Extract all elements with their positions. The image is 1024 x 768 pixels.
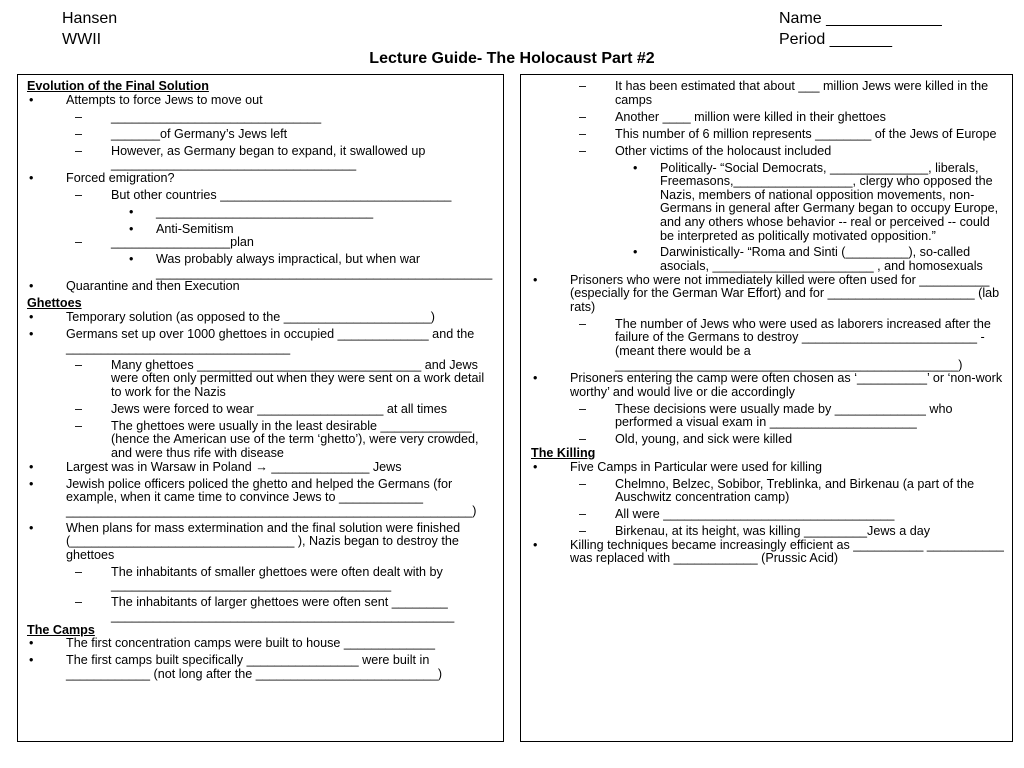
section-heading: The Killing — [531, 445, 596, 460]
list-level-2 — [570, 403, 1006, 447]
item-text: Five Camps in Particular were used for killing — [570, 459, 822, 474]
bullet-item — [27, 280, 495, 294]
list-level-2 — [66, 566, 495, 624]
bullet-item — [531, 80, 1006, 274]
section-heading: Evolution of the Final Solution — [27, 79, 209, 93]
item-text: Was probably always impractical, but when war ________________________________________________ — [156, 252, 493, 280]
sub-item — [66, 111, 495, 125]
list-level-3 — [111, 206, 495, 237]
item-text: Chelmno, Belzec, Sobibor, Treblinka, and Birkenau (a part of the Auschwitz concentration camp) — [615, 476, 977, 505]
sub-item — [570, 128, 1006, 142]
sub-item — [570, 145, 1006, 274]
bullet-item — [27, 637, 495, 651]
item-text: Largest was in Warsaw in Poland → ______________ Jews — [66, 459, 402, 474]
item-text: Other victims of the holocaust included — [615, 143, 832, 158]
sub-item — [66, 145, 495, 172]
item-text: Politically- “Social Democrats, ______________, liberals, Freemasons,_________________, clergy who opposed the Nazis, members of national opposition movements, non-Germans in general after Germany began to occupy Europe, and any others whose behavior -- real or perceived -- could be interpreted as politically motivated opposition.” — [660, 160, 1002, 243]
item-text: Prisoners entering the camp were often chosen as ‘__________’ or ‘non-work worthy’ and would live or die accordingly — [570, 371, 1006, 399]
section-heading: The Camps — [27, 622, 95, 637]
list-level-2 — [66, 189, 495, 281]
sub-item — [570, 318, 1006, 372]
list-level-1 — [27, 311, 495, 624]
list-level-3 — [111, 253, 495, 280]
course-name: WWII — [62, 31, 102, 48]
bullet-item — [27, 328, 495, 461]
bullet-item — [27, 311, 495, 325]
item-text: When plans for mass extermination and the final solution were finished (________________________________ ), Nazis began to destroy the ghettoes — [66, 520, 464, 562]
page-title: Lecture Guide- The Holocaust Part #2 — [369, 50, 655, 67]
sub-item — [66, 236, 495, 280]
item-text: Killing techniques became increasingly efficient as __________ ___________ was replaced with ____________ (Prussic Acid) — [570, 537, 1008, 566]
student-name-field: Name _____________ — [779, 10, 942, 27]
sub-sub-item — [615, 246, 1006, 273]
list-level-2 — [66, 359, 495, 461]
sub-item — [66, 359, 495, 400]
sub-sub-item — [111, 253, 495, 280]
list-level-2 — [66, 111, 495, 172]
teacher-name: Hansen — [62, 10, 118, 27]
section-heading: Ghettoes — [27, 296, 82, 311]
bullet-item — [531, 274, 1006, 373]
list-level-1 — [27, 637, 495, 681]
sub-item — [66, 403, 495, 417]
list-level-1 — [531, 80, 1006, 447]
bullet-item — [531, 461, 1006, 539]
item-text: _______________________________ — [156, 204, 374, 219]
bullet-item — [27, 654, 495, 681]
sub-sub-item — [111, 206, 495, 220]
sub-item — [66, 596, 495, 623]
sub-sub-item — [111, 223, 495, 237]
sub-sub-item — [615, 162, 1006, 244]
item-text: Quarantine and then Execution — [66, 279, 240, 294]
item-text: Another ____ million were killed in their ghettoes — [615, 109, 886, 124]
item-text: Jews were forced to wear __________________ at all times — [111, 401, 448, 416]
item-text: It has been estimated that about ___ million Jews were killed in the camps — [615, 79, 992, 107]
item-text: Germans set up over 1000 ghettoes in occupied _____________ and the ________________________________ — [66, 327, 478, 355]
bullet-item — [531, 372, 1006, 447]
sub-item — [66, 128, 495, 142]
item-text: Birkenau, at its height, was killing _________Jews a day — [615, 524, 931, 539]
item-text: Darwinistically- “Roma and Sinti (_________), so-called asocials, _______________________ , and homosexuals — [660, 245, 983, 274]
item-text: _______of Germany’s Jews left — [111, 126, 288, 141]
sub-item — [570, 403, 1006, 430]
item-text: The inhabitants of smaller ghettoes were often dealt with by ________________________________________ — [111, 564, 447, 593]
sub-item — [570, 80, 1006, 107]
item-text: But other countries _________________________________ — [111, 187, 452, 202]
sub-item — [570, 111, 1006, 125]
sub-item — [570, 433, 1006, 447]
bullet-item — [27, 478, 495, 519]
right-column — [520, 74, 1013, 742]
item-text: Jewish police officers policed the ghetto and helped the Germans (for example, when it came time to convince Jews to ____________ __________________________________________________________) — [66, 476, 477, 518]
item-text: The first concentration camps were built to house _____________ — [66, 636, 435, 651]
item-text: The inhabitants of larger ghettoes were often sent ________ _________________________________________________ — [111, 595, 455, 624]
period-field: Period _______ — [779, 31, 892, 48]
list-level-2 — [570, 80, 1006, 274]
item-text: _________________plan — [111, 235, 254, 250]
item-text: Old, young, and sick were killed — [615, 432, 793, 447]
sub-item — [570, 478, 1006, 505]
item-text: Anti-Semitism — [156, 221, 234, 236]
item-text: Temporary solution (as opposed to the _____________________) — [66, 310, 435, 325]
left-column — [17, 74, 504, 742]
sub-item — [570, 525, 1006, 539]
item-text: Prisoners who were not immediately killed were often used for __________ (especially for the German War Effort) and for _____________________ (lab rats) — [570, 272, 1003, 314]
sub-item — [66, 566, 495, 593]
list-level-1 — [531, 461, 1006, 566]
sub-item — [66, 420, 495, 461]
bullet-item — [27, 461, 495, 475]
sub-item — [66, 189, 495, 237]
item-text: All were _________________________________ — [615, 507, 895, 522]
bullet-item — [27, 522, 495, 624]
list-level-2 — [570, 478, 1006, 539]
item-text: Attempts to force Jews to move out — [66, 92, 263, 107]
item-text: However, as Germany began to expand, it swallowed up ___________________________________ — [111, 143, 429, 172]
bullet-item — [531, 539, 1006, 566]
item-text: Many ghettoes ________________________________ and Jews were often only permitted out when they were sent on a work detail to work for the Nazis — [111, 357, 488, 399]
item-text: The first camps built specifically ________________ were built in ____________ (not long after the __________________________) — [66, 653, 443, 681]
item-text: ______________________________ — [111, 109, 322, 124]
sub-item — [570, 508, 1006, 522]
item-text: The ghettoes were usually in the least desirable _____________ (hence the American use of the term ‘ghetto’), were very crowded, and were thus rife with disease — [111, 418, 482, 460]
item-text: The number of Jews who were used as laborers increased after the failure of the Germans to destroy _________________________ - (meant there would be a _________________________________________________) — [615, 316, 995, 372]
list-level-3 — [615, 162, 1006, 274]
list-level-1 — [27, 94, 495, 294]
bullet-item — [27, 94, 495, 172]
list-level-2 — [570, 318, 1006, 372]
item-text: These decisions were usually made by _____________ who performed a visual exam in _____________________ — [615, 401, 956, 430]
item-text: Forced emigration? — [66, 170, 175, 185]
item-text: This number of 6 million represents ________ of the Jews of Europe — [615, 126, 997, 141]
bullet-item — [27, 172, 495, 281]
